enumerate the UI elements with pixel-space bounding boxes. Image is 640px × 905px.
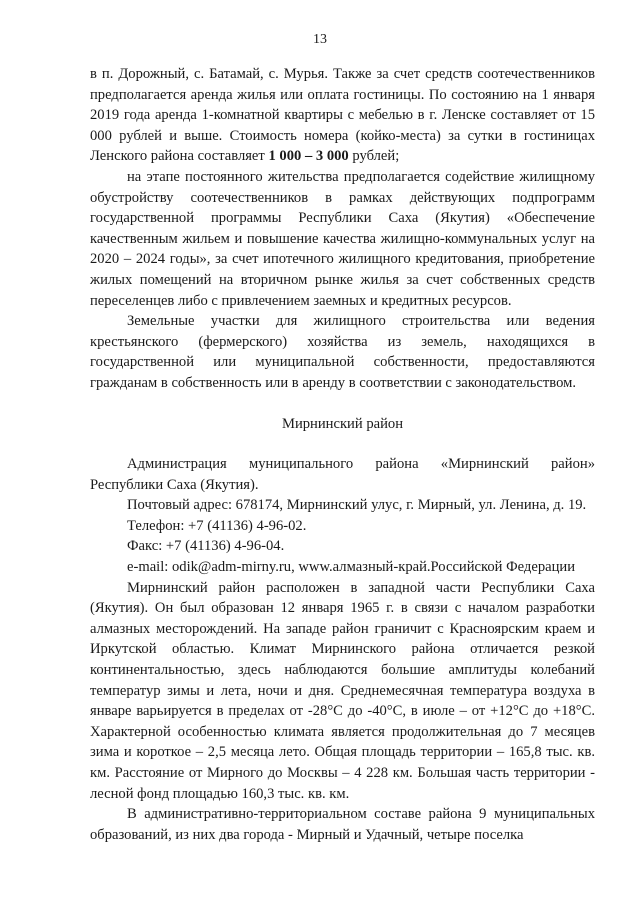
paragraph-lodging-end: рублей; [348,148,400,165]
price-range: 1 000 – 3 000 [268,148,349,165]
paragraph-administration: Администрация муниципального района «Мирнинский район» Республики Саха (Якутия). [90,456,595,493]
document-body [90,64,595,845]
section-title: Мирнинский район [281,415,404,432]
paragraph-district-description: Мирнинский район расположен в западной части Республики Саха (Якутия). Он был образован 12 января 1965 г. в связи с началом разработки алмазных месторождений. На западе район граничит с Красноярским краем и Иркутской областью. Климат Мирнинского района отличается резкой континентальностью, здесь наблюдаются большие амплитуды колебаний температур зимы и лета, ночи и дня. Среднемесячная температура воздуха в январе варьируется в пределах от -28°С до -40°С, в июле – от +12°С до +18°С. Характерной особенностью климата является продолжительная до 7 месяцев зима и короткое – 2,5 месяца лето. Общая площадь территории – 165,8 тыс. кв. км. Расстояние от Мирного до Москвы – 4 228 км. Большая часть территории - лесной фонд площадью 160,3 тыс. кв. км. [90,579,595,802]
contact-phone: Телефон: +7 (41136) 4-96-02. [127,517,307,534]
paragraph-administrative-structure: В административно-территориальном составе района 9 муниципальных образований, из них два города - Мирный и Удачный, четыре поселка [90,806,595,843]
paragraph-postal-address: Почтовый адрес: 678174, Мирнинский улус, г. Мирный, ул. Ленина, д. 19. [127,497,587,514]
page-number: 13 [313,32,327,47]
contact-fax: Факс: +7 (41136) 4-96-04. [127,538,285,555]
paragraph-permanent-residence: на этапе постоянного жительства предполагается содействие жилищному обустройству соотечественников в рамках действующих подпрограмм государственной программы Республики Саха (Якутия) «Обеспечение качественным жильем и повышение качества жилищно-коммунальных услуг на 2020 – 2024 годы», за счет ипотечного жилищного кредитования, приобретение жилых помещений на вторичном рынке жилья за счет собственных средств переселенцев либо с привлечением заемных и кредитных ресурсов. [90,168,595,309]
paragraph-lodging [90,64,595,167]
paragraph-land-plots: Земельные участки для жилищного строительства или ведения крестьянского (фермерского) хозяйства из земель, находящихся в государственной или муниципальной собственности, предоставляются гражданам в собственность или в аренду в соответствии с законодательством. [90,313,595,391]
contact-email-web: e-mail: odik@adm-mirny.ru, www.алмазный-край.Российской Федерации [127,559,576,576]
paragraph-lodging-text: в п. Дорожный, с. Батамай, с. Мурья. Также за счет средств соотечественников предполагается аренда жилья или оплата гостиницы. По состоянию на 1 января 2019 года аренда 1-комнатной квартиры с мебелью в г. Ленске составляет от 15 000 рублей и выше. Стоимость номера (койко-места) за сутки в гостиницах Ленского района составляет [90,66,595,165]
